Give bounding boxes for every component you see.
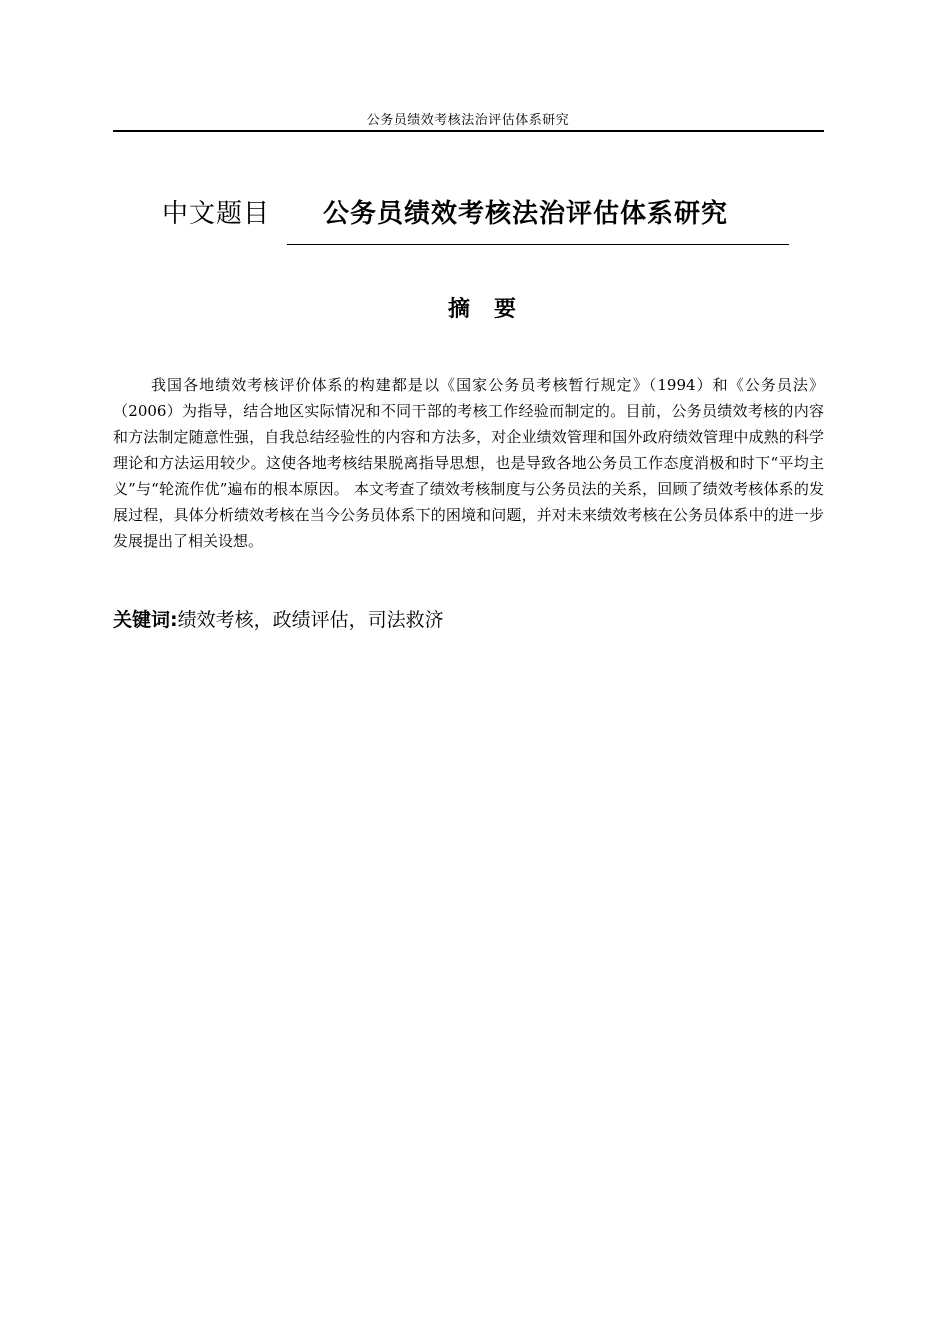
title-label: 中文题目 [162, 199, 271, 229]
keywords-label: 关键词: [113, 609, 178, 631]
header-rule [113, 130, 824, 132]
running-header-title: 公务员绩效考核法治评估体系研究 [366, 113, 570, 128]
document-title: 公务员绩效考核法治评估体系研究 [323, 199, 729, 229]
keywords-text: 绩效考核，政绩评估，司法救济 [177, 609, 444, 631]
abstract-paragraph: 我国各地绩效考核评价体系的构建都是以《国家公务员考核暂行规定》（1994）和《公务员法》（2006）为指导，结合地区实际情况和不同干部的考核工作经验而制定的。目前，公务员绩效考核的内容和方法制定随意性强，自我总结经验性的内容和方法多，对企业绩效管理和国外政府绩效管理中成熟的科学理论和方法运用较少。这使各地考核结果脱离指导思想，也是导致各地公务员工作态度消极和时下“平均主义”与“轮流作优”遍布的根本原因。 本文考查了绩效考核制度与公务员法的关系，回顾了绩效考核体系的发展过程，具体分析绩效考核在当今公务员体系下的困境和问题，并对未来绩效考核在公务员体系中的进一步发展提出了相关设想。 [113, 376, 824, 550]
title-underline [287, 244, 789, 245]
abstract-heading: 摘要 [447, 297, 540, 322]
keywords-line [113, 606, 444, 634]
